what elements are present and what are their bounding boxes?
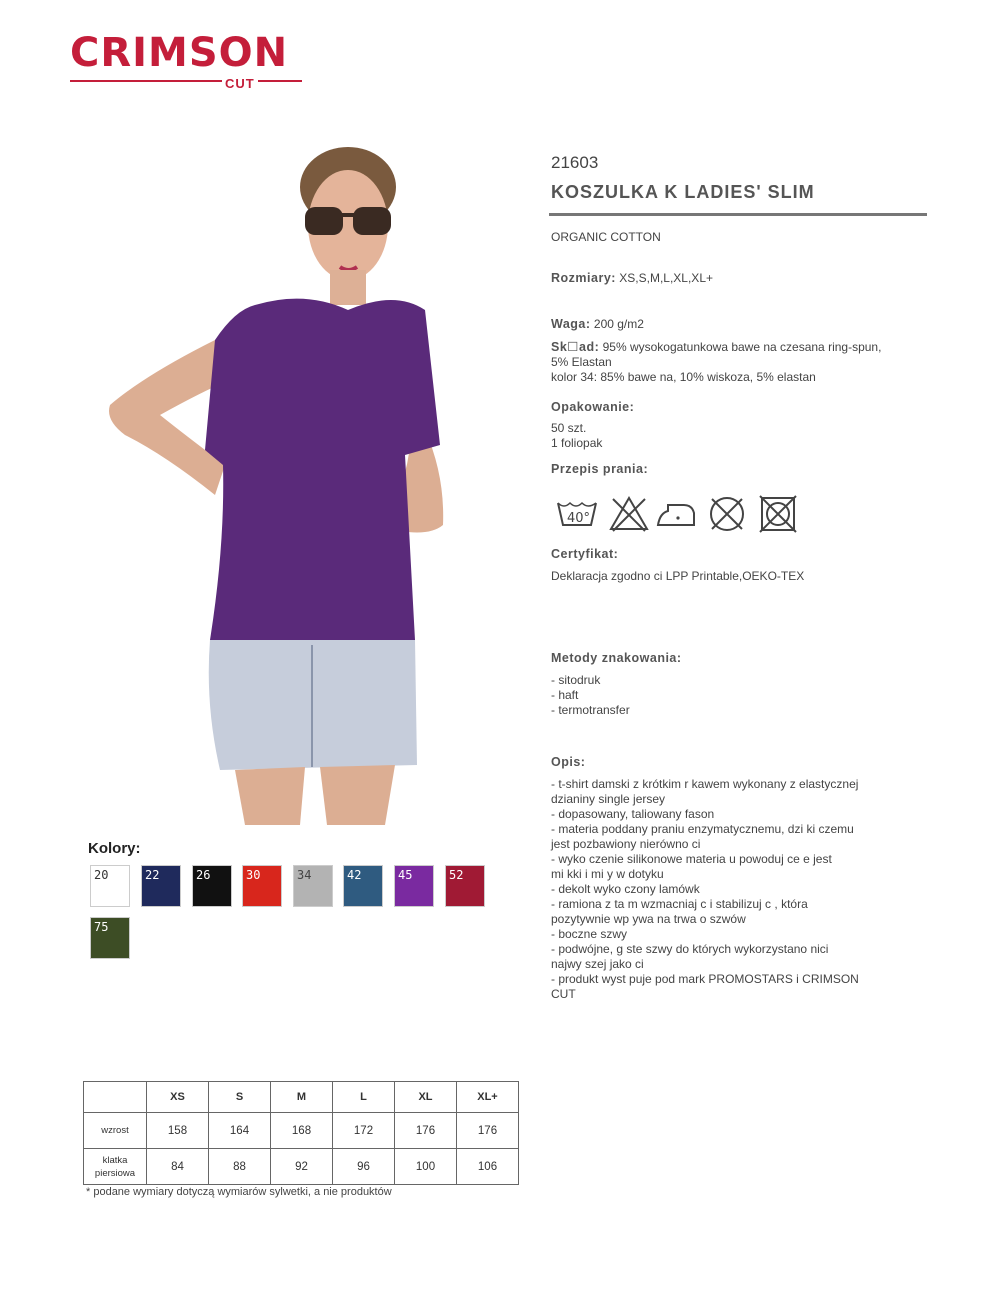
table-cell: 96 — [333, 1149, 395, 1185]
composition-line: kolor 34: 85% bawe na, 10% wiskoza, 5% elastan — [551, 370, 816, 384]
sizes-row — [551, 271, 713, 285]
table-header-cell: XL — [395, 1082, 457, 1113]
no-tumble-dry-icon — [756, 493, 800, 535]
table-cell: 106 — [457, 1149, 519, 1185]
description-line: dzianiny single jersey — [551, 792, 666, 806]
table-header-cell: L — [333, 1082, 395, 1113]
color-swatch[interactable] — [90, 917, 130, 959]
marking-list — [551, 673, 630, 718]
color-swatch[interactable] — [90, 865, 130, 907]
logo-wordmark: CRIMSON — [70, 30, 289, 76]
svg-text:40°: 40° — [567, 511, 591, 526]
wash-40-icon — [555, 493, 599, 535]
logo-underline — [70, 80, 302, 82]
table-header-cell: XS — [147, 1082, 209, 1113]
table-header-cell: S — [209, 1082, 271, 1113]
no-bleach-icon — [607, 493, 651, 535]
no-dry-clean-icon — [705, 493, 749, 535]
description-line: - t-shirt damski z krótkim r kawem wykonany z elastycznej — [551, 777, 859, 791]
table-cell: 176 — [457, 1113, 519, 1149]
colors-title: Kolory: — [88, 840, 141, 857]
row-label: klatka piersiowa — [84, 1149, 147, 1185]
table-cell: 176 — [395, 1113, 457, 1149]
table-row — [84, 1113, 519, 1149]
table-row — [84, 1149, 519, 1185]
swatch-code: 22 — [145, 868, 160, 882]
logo-subword: CUT — [222, 76, 258, 91]
table-cell: 168 — [271, 1113, 333, 1149]
color-swatch[interactable] — [242, 865, 282, 907]
description-line: najwy szej jako ci — [551, 957, 644, 971]
sizes-label: Rozmiary: — [551, 271, 616, 285]
description-line: - ramiona z ta m wzmacniaj c i stabilizuj c , która — [551, 897, 808, 911]
weight-value: 200 g/m2 — [593, 317, 644, 331]
description-line: - materia poddany praniu enzymatycznemu, dzi ki czemu — [551, 822, 854, 836]
swatch-code: 20 — [94, 868, 109, 882]
table-header-cell: M — [271, 1082, 333, 1113]
description-line: - podwójne, g ste szwy do których wykorzystano nici — [551, 942, 829, 956]
description-line: - wyko czenie silikonowe materia u powoduj ce e jest — [551, 852, 832, 866]
table-cell: 92 — [271, 1149, 333, 1185]
weight-label: Waga: — [551, 317, 591, 331]
swatch-code: 26 — [196, 868, 211, 882]
product-name: KOSZULKA K LADIES' SLIM — [551, 182, 815, 202]
table-header-cell — [84, 1082, 147, 1113]
product-photo — [105, 145, 450, 825]
list-item: - sitodruk — [551, 673, 601, 687]
swatch-code: 45 — [398, 868, 413, 882]
product-code: 21603 — [551, 153, 599, 172]
table-cell: 164 — [209, 1113, 271, 1149]
color-swatch[interactable] — [445, 865, 485, 907]
product-material: ORGANIC COTTON — [551, 230, 661, 244]
color-swatches — [90, 865, 510, 965]
table-cell: 88 — [209, 1149, 271, 1185]
color-swatch[interactable] — [293, 865, 333, 907]
size-note: * podane wymiary dotyczą wymiarów sylwetki, a nie produktów — [86, 1186, 392, 1198]
swatch-code: 34 — [297, 868, 312, 882]
description-line: jest pozbawiony nierówno ci — [551, 837, 701, 851]
swatch-code: 30 — [246, 868, 261, 882]
sizes-value: XS,S,M,L,XL,XL+ — [619, 271, 713, 285]
swatch-code: 75 — [94, 920, 109, 934]
table-cell: 84 — [147, 1149, 209, 1185]
table-header-row — [84, 1082, 519, 1113]
description-line: - dopasowany, taliowany fason — [551, 807, 715, 821]
list-item: - termotransfer — [551, 703, 630, 717]
description-line: - produkt wyst puje pod mark PROMOSTARS i CRIMSON — [551, 972, 859, 986]
list-item: - haft — [551, 688, 579, 702]
composition-block — [551, 340, 911, 385]
brand-logo — [70, 30, 310, 90]
marking-label: Metody znakowania: — [551, 651, 682, 665]
composition-line: 95% wysokogatunkowa bawe na czesana ring-spun, — [602, 340, 882, 354]
title-divider — [549, 213, 927, 216]
description-block — [551, 777, 931, 1002]
weight-row — [551, 317, 644, 331]
description-label: Opis: — [551, 755, 586, 769]
certificate-label: Certyfikat: — [551, 547, 619, 561]
washing-label: Przepis prania: — [551, 462, 649, 476]
composition-line: 5% Elastan — [551, 355, 612, 369]
color-swatch[interactable] — [192, 865, 232, 907]
color-swatch[interactable] — [394, 865, 434, 907]
swatch-code: 42 — [347, 868, 362, 882]
table-cell: 158 — [147, 1113, 209, 1149]
packaging-line: 1 foliopak — [551, 436, 603, 450]
packaging-line: 50 szt. — [551, 421, 587, 435]
color-swatch[interactable] — [141, 865, 181, 907]
photo-tshirt — [205, 299, 440, 640]
composition-label: Sk☐ad: — [551, 340, 600, 354]
description-line: CUT — [551, 987, 576, 1001]
description-line: - boczne szwy — [551, 927, 628, 941]
description-line: - dekolt wyko czony lamówk — [551, 882, 700, 896]
color-swatch[interactable] — [343, 865, 383, 907]
size-table — [83, 1081, 519, 1185]
table-header-cell: XL+ — [457, 1082, 519, 1113]
table-cell: 100 — [395, 1149, 457, 1185]
description-line: pozytywnie wp ywa na trwa o szwów — [551, 912, 746, 926]
description-line: mi kki i mi y w dotyku — [551, 867, 664, 881]
table-cell: 172 — [333, 1113, 395, 1149]
row-label: wzrost — [84, 1113, 147, 1149]
certificate-value: Deklaracja zgodno ci LPP Printable,OEKO-TEX — [551, 569, 805, 583]
iron-low-icon — [654, 493, 698, 535]
packaging-label: Opakowanie: — [551, 400, 635, 414]
packaging-block — [551, 421, 602, 451]
swatch-code: 52 — [449, 868, 464, 882]
